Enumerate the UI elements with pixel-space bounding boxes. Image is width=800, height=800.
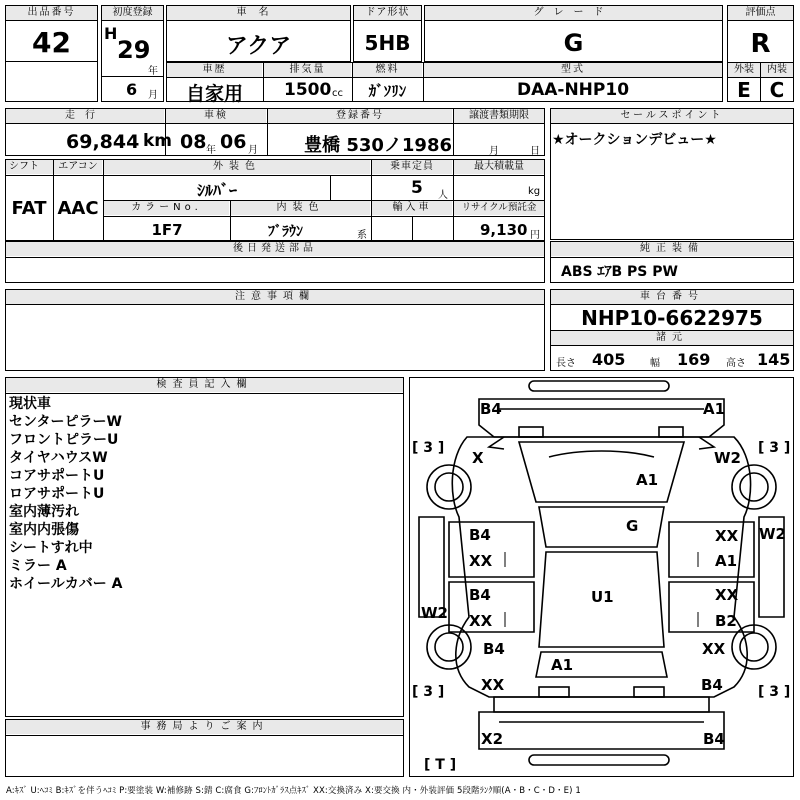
note-line: ロアサポートU xyxy=(9,486,105,502)
tire-left-bottom: [ 3 ] xyxy=(412,684,445,700)
insp-month: 06 xyxy=(220,131,247,153)
car-name-header: 車名 xyxy=(167,6,350,20)
exterior-score: E xyxy=(737,78,751,102)
history-header: 車歴 xyxy=(167,63,262,77)
legend: A:ｷｽﾞ U:ﾍｺﾐ B:ｷｽﾞを伴うﾍｺﾐ P:要塗装 W:補修跡 S:錆 C:腐食 G:ﾌﾛﾝﾄｶﾞﾗｽ点ｷｽﾞ XX:交換済み X:要交換 内・外装評価 5段階ﾗﾝｸ順(A・B・C・D・E) 1 xyxy=(6,786,581,796)
interior-header: 内装 xyxy=(761,63,793,77)
tire-right-bottom: [ 3 ] xyxy=(758,684,791,700)
yen-unit: 円 xyxy=(530,230,540,241)
model-code: DAA-NHP10 xyxy=(516,80,630,100)
height-label: 高さ xyxy=(726,358,746,369)
mark-pillar-left: W2 xyxy=(421,604,448,622)
recycle-fee: 9,130 xyxy=(480,221,528,239)
insp-year-unit: 年 xyxy=(206,145,216,156)
deadline-day: 日 xyxy=(530,146,540,157)
mark-door-rl: B4 xyxy=(469,586,491,604)
door-header: ドア形状 xyxy=(354,6,421,20)
height: 145 xyxy=(757,350,791,369)
width: 169 xyxy=(677,350,711,369)
mileage-header: 走行 xyxy=(6,109,164,123)
spare-tire: [ T ] xyxy=(424,757,457,773)
mark-door-rl2: XX xyxy=(469,612,493,630)
mileage: 69,844 xyxy=(66,131,140,153)
mark-door-fl2: XX xyxy=(469,552,493,570)
mark-front-right: A1 xyxy=(703,400,726,418)
reg-year: 29 xyxy=(117,36,151,64)
inspector-notes xyxy=(9,395,122,593)
color-no: 1F7 xyxy=(151,221,183,239)
fuel-header: 燃料 xyxy=(353,63,422,77)
fuel: ｶﾞｿﾘﾝ xyxy=(368,82,407,100)
sales-point: ★オークションデビュー★ xyxy=(552,132,717,148)
lot-header: 出品番号 xyxy=(6,6,97,20)
history: 自家用 xyxy=(185,83,243,105)
specs-header: 諸元 xyxy=(551,331,793,345)
office-header: 事務局よりご案内 xyxy=(6,720,403,734)
chassis-number: NHP10-6622975 xyxy=(581,306,763,330)
era: H xyxy=(104,24,118,43)
int-color-suffix: 系 xyxy=(357,230,367,241)
shift: FAT xyxy=(11,198,47,219)
note-line: 室内内張傷 xyxy=(9,522,79,538)
load-unit: kg xyxy=(528,186,541,197)
mark-rear-left: XX xyxy=(481,676,505,694)
insp-month-unit: 月 xyxy=(248,145,258,156)
mark-door-fr2: A1 xyxy=(715,552,738,570)
door-type: 5HB xyxy=(364,31,411,55)
recycle-header: リサイクル預託金 xyxy=(454,201,544,215)
note-line: シートすれ中 xyxy=(9,540,93,556)
later-parts-header: 後日発送部品 xyxy=(6,242,544,256)
grade-header: グレード xyxy=(425,6,722,20)
width-label: 幅 xyxy=(650,358,660,369)
mark-door-fl: B4 xyxy=(469,526,491,544)
mark-door-rr: XX xyxy=(715,586,739,604)
inspector-header: 検査員記入欄 xyxy=(6,378,403,392)
exterior-header: 外装 xyxy=(728,63,760,77)
aircon-header: エアコン xyxy=(54,160,102,174)
mark-door-fr: XX xyxy=(715,527,739,545)
note-line: ホイールカバー A xyxy=(9,576,123,592)
ext-color-header: 外装色 xyxy=(104,160,370,174)
note-line: コアサポートU xyxy=(9,468,105,484)
mark-fender-left: X xyxy=(472,449,484,467)
mark-roof: U1 xyxy=(591,588,614,606)
chassis-header: 車台番号 xyxy=(551,290,793,304)
deadline-month: 月 xyxy=(489,146,499,157)
max-load-header: 最大積載量 xyxy=(454,160,544,174)
deadline-header: 譲渡書類期限 xyxy=(454,109,544,123)
reg-number: 豊橋 530ノ1986 xyxy=(304,135,452,156)
mark-hood: A1 xyxy=(636,471,659,489)
capacity-unit: 人 xyxy=(438,190,448,201)
car-name: アクア xyxy=(225,34,292,59)
int-color-header: 内装色 xyxy=(231,201,370,215)
mark-pillar-right: W2 xyxy=(759,525,786,543)
reg-month: 6 xyxy=(126,80,138,99)
reg-month-unit: 月 xyxy=(148,90,158,101)
inspection-header: 車検 xyxy=(166,109,266,123)
mark-door-rr2: B2 xyxy=(715,612,737,630)
mileage-unit: km xyxy=(143,131,173,151)
note-line: 室内薄汚れ xyxy=(9,504,79,520)
ext-color: ｼﾙﾊﾞｰ xyxy=(196,181,237,200)
reg-no-header: 登録番号 xyxy=(268,109,452,123)
capacity-header: 乗車定員 xyxy=(372,160,452,174)
note-line: タイヤハウスW xyxy=(9,450,108,466)
genuine-header: 純正装備 xyxy=(551,242,793,256)
mark-bumper-right: B4 xyxy=(703,730,725,748)
capacity: 5 xyxy=(411,178,423,198)
mark-fender-right: W2 xyxy=(714,449,741,467)
tire-right-top: [ 3 ] xyxy=(758,440,791,456)
note-line: ミラー A xyxy=(9,558,67,574)
tire-left-top: [ 3 ] xyxy=(412,440,445,456)
color-no-header: カラーNo. xyxy=(104,201,229,215)
displacement-header: 排気量 xyxy=(264,63,351,77)
mark-qtr-left: B4 xyxy=(483,640,505,658)
note-line: センターピラーW xyxy=(9,414,122,430)
int-color: ﾌﾞﾗｳﾝ xyxy=(268,224,303,240)
displacement-unit: cc xyxy=(332,88,343,99)
mark-rear-right: B4 xyxy=(701,676,723,694)
insp-year: 08 xyxy=(180,131,207,153)
length-label: 長さ xyxy=(556,358,576,369)
mark-trunk: A1 xyxy=(551,656,574,674)
mark-qtr-right: XX xyxy=(702,640,726,658)
model-code-header: 型式 xyxy=(424,63,722,77)
score-header: 評価点 xyxy=(728,6,793,20)
import-header: 輸入車 xyxy=(372,201,452,215)
caution-header: 注意事項欄 xyxy=(6,290,544,304)
grade: G xyxy=(563,29,584,57)
lot-number: 42 xyxy=(32,26,71,59)
car-diagram xyxy=(409,377,794,777)
sales-point-box xyxy=(550,108,794,240)
genuine-equipment: ABS ｴｱB PS PW xyxy=(561,264,678,280)
note-line: フロントピラーU xyxy=(9,432,119,448)
score: R xyxy=(750,29,771,59)
reg-year-unit: 年 xyxy=(148,66,158,77)
shift-header: シフト xyxy=(6,160,53,174)
displacement: 1500 xyxy=(284,80,332,100)
mark-front-left: B4 xyxy=(480,400,502,418)
first-reg-header: 初度登録 xyxy=(102,6,163,20)
mark-windshield: G xyxy=(626,517,639,535)
interior-score: C xyxy=(769,78,785,102)
length: 405 xyxy=(592,350,626,369)
note-line: 現状車 xyxy=(9,396,51,412)
mark-bumper-left: X2 xyxy=(481,730,504,748)
aircon: AAC xyxy=(57,198,99,219)
sales-point-header: セールスポイント xyxy=(551,109,793,123)
